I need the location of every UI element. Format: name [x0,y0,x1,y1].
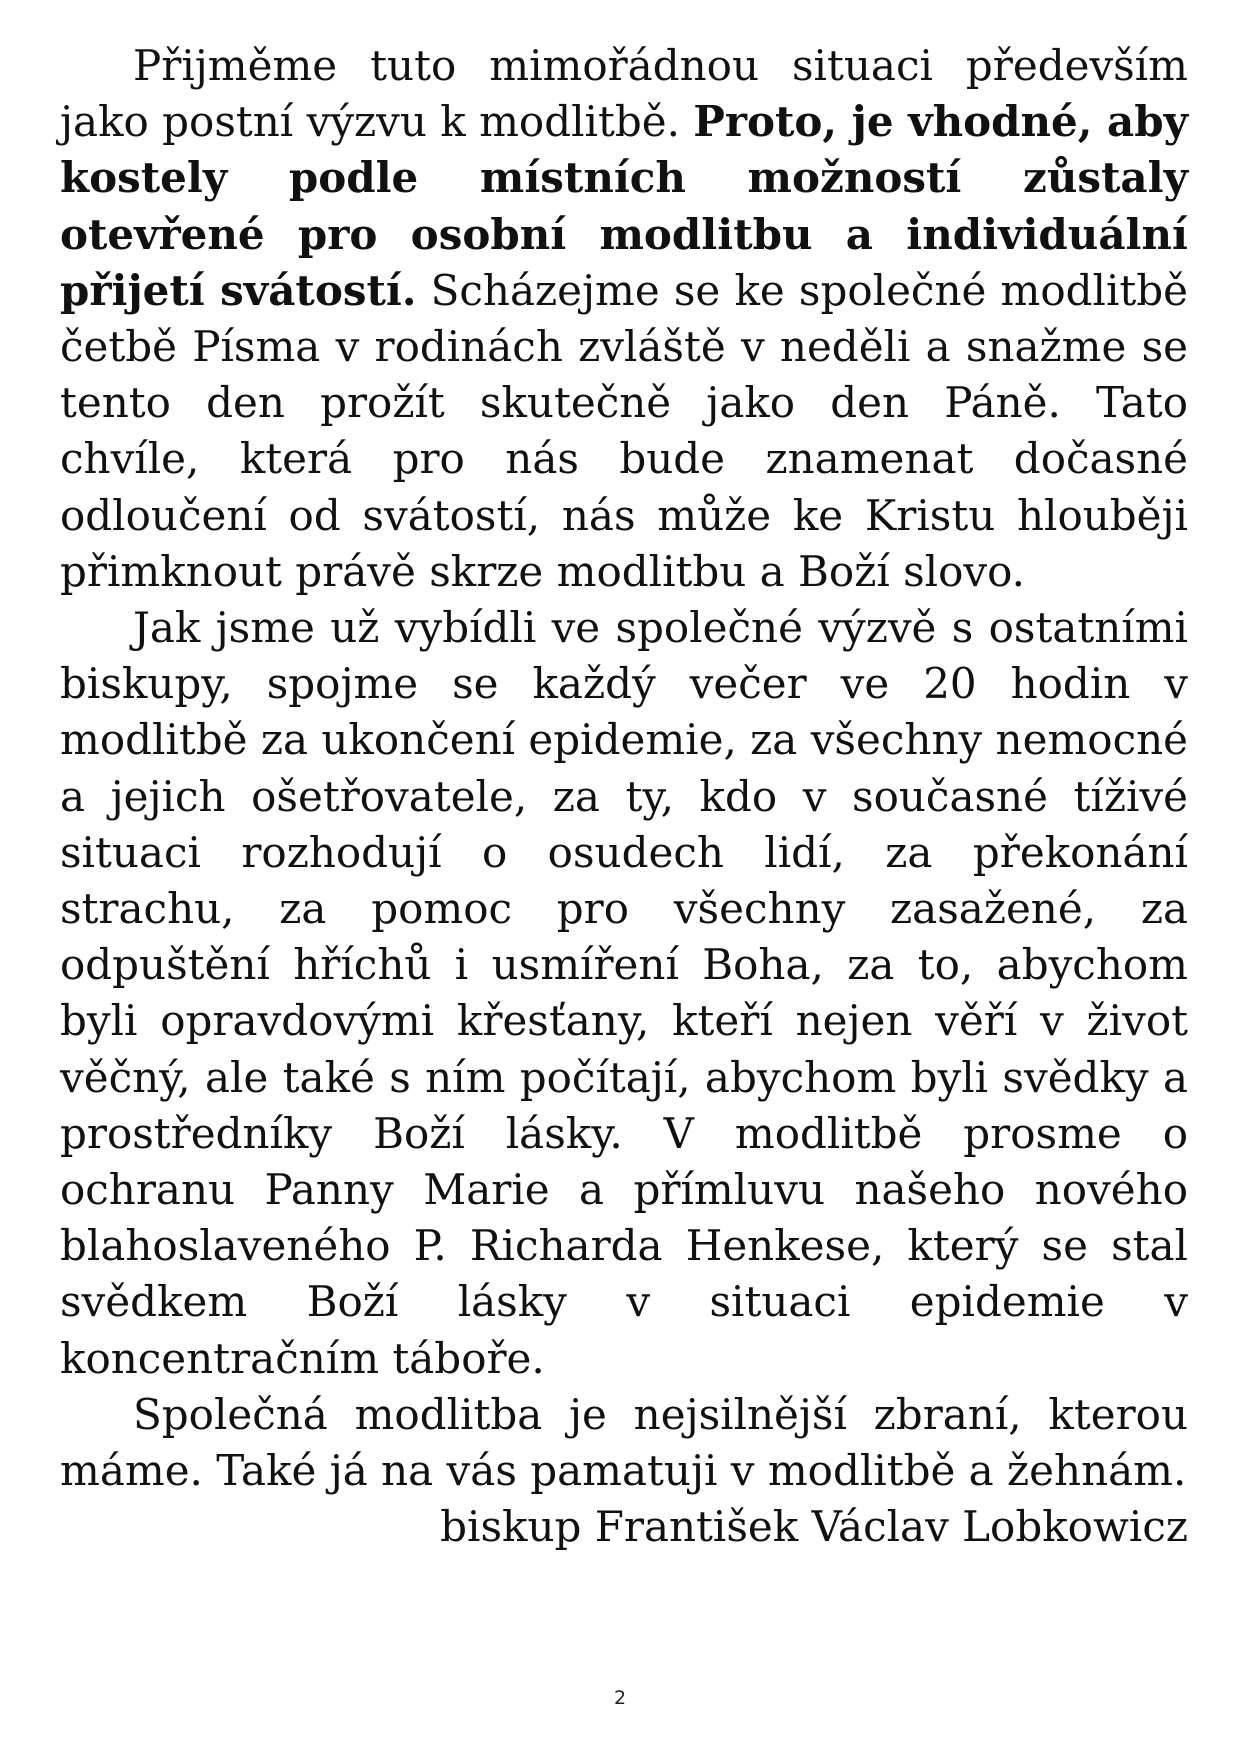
paragraph-evening-prayer: Jak jsme už vybídli ve společné výzvě s ostatními biskupy, spojme se každý večer ve 20 hodin v modlitbě za ukončení epidemie, za všechny nemocné a jejich ošetřovatele, za ty, kdo v současné tíživé situaci rozhodují o osudech lidí, za překonání strachu, za pomoc pro všechny zasažené, za odpuštění hříchů i usmíření Boha, za to, abychom byli opravdovými křesťany, kteří nejen věří v život věčný, ale také s ním počítají, abychom byli svědky a prostředníky Boží lásky. V modlitbě prosme o ochranu Panny Marie a přímluvu našeho nového blahoslaveného P. Richarda Henkese, který se stal svědkem Boží lásky v situaci epidemie v koncentračním táboře. [60,603,1188,1383]
paragraph-continuation-text: Scházejme se ke společné modlitbě četbě Písma v rodinách zvláště v neděli a snažme se tento den prožít skutečně jako den Páně. Tato chvíle, která pro nás bude znamenat dočasné odloučení od svátostí, nás může ke Kristu hlouběji přimknout právě skrze modlitbu a Boží slovo. [60,265,1188,596]
document-page [60,38,1188,1555]
signature: biskup František Václav Lobkowicz [440,1502,1188,1552]
paragraph-bold-text: Proto, je vhodné, aby kostely podle místních možností zůstaly otevřené pro osobní modlitbu a individuální přijetí svátostí. [60,97,1189,315]
paragraph-fasting-prayer [60,38,1188,600]
paragraph-common-prayer: Společná modlitba je nejsilnější zbraní, kterou máme. Také já na vás pamatuji v modlitbě a žehnám. [60,1389,1188,1496]
paragraph-intro-text: Přijměme tuto mimořádnou situaci především jako postní výzvu k modlitbě. [60,41,1188,147]
page-number: 2 [613,1687,627,1709]
